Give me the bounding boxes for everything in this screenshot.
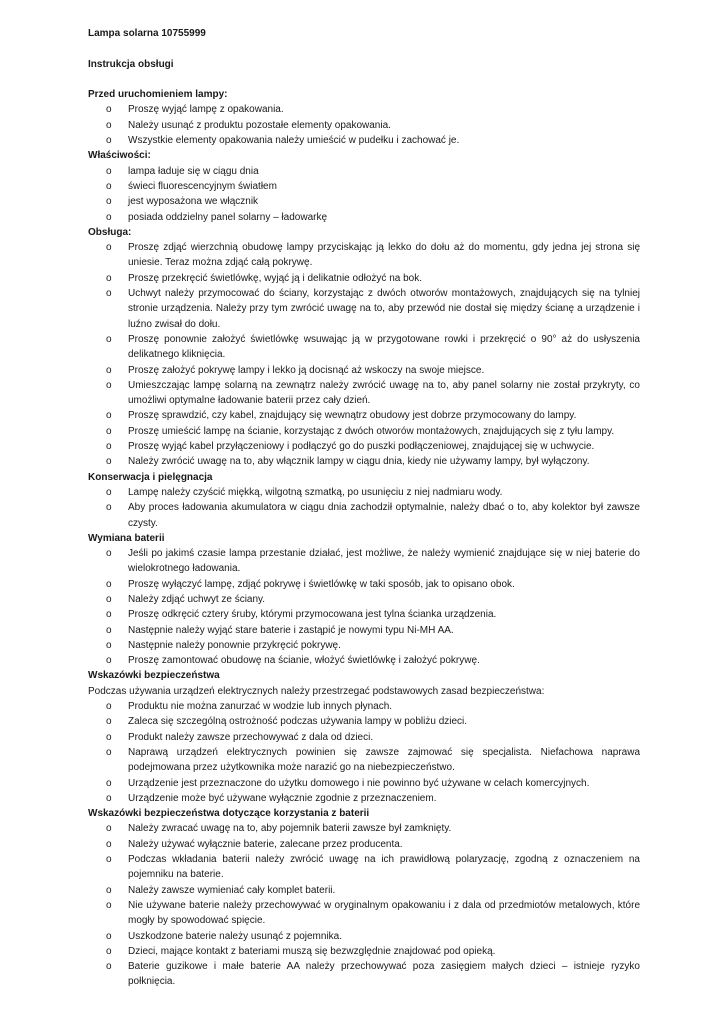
bullet-icon: o (106, 548, 112, 560)
list-item (88, 699, 640, 714)
bullet-icon: o (106, 104, 112, 116)
list-item-text: Podczas wkładania baterii należy zwrócić uwagę na ich prawidłową polaryzację, zgodną z oznaczeniem na pojemniku na baterie. (128, 854, 640, 881)
bullet-icon: o (106, 180, 112, 192)
bullet-icon: o (106, 288, 112, 300)
section-heading-properties: Właściwości: (88, 150, 151, 162)
list-item (88, 883, 640, 898)
bullet-icon: o (106, 884, 112, 896)
list-item (88, 546, 640, 577)
section-heading-maintenance: Konserwacja i pielęgnacja (88, 471, 213, 483)
section-heading-safety: Wskazówki bezpieczeństwa (88, 670, 220, 682)
list-item (88, 363, 640, 378)
list-item (88, 898, 640, 929)
bullet-icon: o (106, 899, 112, 911)
list-item-text: Baterie guzikowe i małe baterie AA należy przechowywać poza zasięgiem małych dzieci – istnieje ryzyko połknięcia. (128, 961, 640, 988)
document-page (88, 26, 640, 990)
battery-safety-list (88, 821, 640, 989)
bullet-icon: o (106, 196, 112, 208)
safety-intro: Podczas używania urządzeń elektrycznych należy przestrzegać podstawowych zasad bezpieczeństwa: (88, 685, 545, 697)
list-item-text: Należy używać wyłącznie baterie, zalecane przez producenta. (128, 838, 403, 850)
list-item (88, 852, 640, 883)
list-item-text: Proszę wyjąć lampę z opakowania. (128, 104, 284, 116)
bullet-icon: o (106, 639, 112, 651)
list-item-text: Proszę założyć pokrywę lampy i lekko ją docisnąć aż wskoczy na swoje miejsce. (128, 364, 485, 376)
list-item (88, 179, 640, 194)
list-item-text: Proszę zamontować obudowę na ścianie, włożyć świetlówkę i założyć pokrywę. (128, 655, 480, 667)
bullet-icon: o (106, 701, 112, 713)
battery-replacement-list (88, 546, 640, 668)
bullet-icon: o (106, 410, 112, 422)
bullet-icon: o (106, 272, 112, 284)
spacer (88, 41, 640, 56)
section-heading-before-use: Przed uruchomieniem lampy: (88, 89, 228, 101)
bullet-icon: o (106, 777, 112, 789)
bullet-icon: o (106, 823, 112, 835)
list-item (88, 102, 640, 117)
bullet-icon: o (106, 242, 112, 254)
list-item-text: lampa ładuje się w ciągu dnia (128, 165, 259, 177)
list-item-text: Proszę przekręcić świetlówkę, wyjąć ją i delikatnie odłożyć na bok. (128, 272, 423, 284)
bullet-icon: o (106, 624, 112, 636)
list-item-text: świeci fluorescencyjnym światłem (128, 180, 277, 192)
properties-list (88, 164, 640, 225)
list-item-text: Proszę zdjąć wierzchnią obudowę lampy przyciskając ją lekko do dołu aż do momentu, gdy jedna jej strona się uniesie. Teraz można zdjąć całą pokrywę. (128, 242, 640, 269)
list-item (88, 454, 640, 469)
list-item-text: Proszę umieścić lampę na ścianie, korzystając z dwóch otworów montażowych, znajdujących się z tyłu lampy. (128, 425, 615, 437)
bullet-icon: o (106, 165, 112, 177)
operation-list (88, 240, 640, 469)
bullet-icon: o (106, 930, 112, 942)
bullet-icon: o (106, 211, 112, 223)
list-item (88, 332, 640, 363)
list-item (88, 240, 640, 271)
list-item-text: Proszę sprawdzić, czy kabel, znajdujący się wewnątrz obudowy jest dobrze przymocowany do lampy. (128, 410, 577, 422)
list-item (88, 944, 640, 959)
list-item (88, 821, 640, 836)
bullet-icon: o (106, 456, 112, 468)
bullet-icon: o (106, 502, 112, 514)
list-item-text: Uchwyt należy przymocować do ściany, korzystając z dwóch otworów montażowych, znajdujących się na tylniej stronie urządzenia. Należy przy tym zwrócić uwagę na to, aby przewód nie dostał się między ścianę a urządzenie i luźno zwisał do dołu. (128, 288, 640, 330)
list-item-text: Następnie należy wyjąć stare baterie i zastąpić je nowymi typu Ni-MH AA. (128, 624, 454, 636)
bullet-icon: o (106, 486, 112, 498)
list-item (88, 653, 640, 668)
bullet-icon: o (106, 379, 112, 391)
list-item (88, 118, 640, 133)
safety-list (88, 699, 640, 806)
list-item (88, 638, 640, 653)
list-item (88, 439, 640, 454)
list-item (88, 837, 640, 852)
bullet-icon: o (106, 961, 112, 973)
bullet-icon: o (106, 425, 112, 437)
bullet-icon: o (106, 838, 112, 850)
list-item (88, 776, 640, 791)
bullet-icon: o (106, 593, 112, 605)
list-item (88, 164, 640, 179)
list-item-text: Urządzenie może być używane wyłącznie zgodnie z przeznaczeniem. (128, 792, 437, 804)
bullet-icon: o (106, 441, 112, 453)
list-item-text: Należy zwracać uwagę na to, aby pojemnik baterii zawsze był zamknięty. (128, 823, 452, 835)
list-item (88, 791, 640, 806)
list-item-text: Dzieci, mające kontakt z bateriami muszą się bezwzględnie znajdować pod opieką. (128, 945, 496, 957)
section-heading-battery-safety: Wskazówki bezpieczeństwa dotyczące korzystania z baterii (88, 808, 370, 820)
list-item-text: Lampę należy czyścić miękką, wilgotną szmatką, po usunięciu z niej nadmiaru wody. (128, 486, 503, 498)
bullet-icon: o (106, 731, 112, 743)
list-item (88, 133, 640, 148)
bullet-icon: o (106, 716, 112, 728)
bullet-icon: o (106, 792, 112, 804)
list-item-text: Należy zdjąć uchwyt ze ściany. (128, 593, 266, 605)
list-item-text: Proszę wyjąć kabel przyłączeniowy i podłączyć go do puszki podłączeniowej, znajdującej się w uchwycie. (128, 441, 595, 453)
list-item-text: Proszę ponownie założyć świetlówkę wsuwając ją w przygotowane rowki i przekręcić o 90° aż do usłyszenia delikatnego kliknięcia. (128, 333, 640, 361)
list-item (88, 577, 640, 592)
bullet-icon: o (106, 609, 112, 621)
bullet-icon: o (106, 746, 112, 758)
bullet-icon: o (106, 135, 112, 147)
list-item-text: posiada oddzielny panel solarny – ładowarkę (128, 211, 328, 223)
list-item-text: Proszę odkręcić cztery śruby, którymi przymocowana jest tylna ścianka urządzenia. (128, 609, 497, 621)
list-item-text: Uszkodzone baterie należy usunąć z pojemnika. (128, 930, 343, 942)
list-item (88, 210, 640, 225)
list-item-text: jest wyposażona we włącznik (128, 196, 259, 208)
list-item (88, 730, 640, 745)
list-item (88, 929, 640, 944)
list-item (88, 194, 640, 209)
document-subtitle: Instrukcja obsługi (88, 58, 174, 70)
list-item-text: Nie używane baterie należy przechowywać w oryginalnym opakowaniu i z dala od przedmiotów metalowych, które mogły by spowodować spięcie. (128, 899, 640, 927)
list-item-text: Zaleca się szczególną ostrożność podczas używania lampy w pobliżu dzieci. (128, 716, 468, 728)
bullet-icon: o (106, 333, 112, 345)
list-item (88, 959, 640, 990)
list-item (88, 271, 640, 286)
section-heading-operation: Obsługa: (88, 226, 132, 238)
list-item (88, 424, 640, 439)
list-item (88, 286, 640, 332)
list-item (88, 745, 640, 776)
bullet-icon: o (106, 119, 112, 131)
spacer (88, 72, 640, 87)
bullet-icon: o (106, 945, 112, 957)
list-item-text: Należy zwrócić uwagę na to, aby włącznik lampy w ciągu dnia, kiedy nie używamy lampy, był wyłączony. (128, 456, 590, 468)
list-item-text: Produkt należy zawsze przechowywać z dala od dzieci. (128, 731, 374, 743)
list-item (88, 485, 640, 500)
bullet-icon: o (106, 854, 112, 866)
maintenance-list (88, 485, 640, 531)
list-item-text: Wszystkie elementy opakowania należy umieścić w pudełku i zachować je. (128, 135, 460, 147)
list-item (88, 378, 640, 409)
list-item-text: Następnie należy ponownie przykręcić pokrywę. (128, 639, 341, 651)
list-item-text: Jeśli po jakimś czasie lampa przestanie działać, jest możliwe, że należy wymienić znajdujące się w niej baterie do wielokrotnego ładowania. (128, 548, 640, 575)
section-heading-battery-replacement: Wymiana baterii (88, 532, 165, 544)
list-item-text: Produktu nie można zanurzać w wodzie lub innych płynach. (128, 701, 393, 713)
bullet-icon: o (106, 364, 112, 376)
list-item-text: Należy usunąć z produktu pozostałe elementy opakowania. (128, 119, 391, 131)
bullet-icon: o (106, 578, 112, 590)
list-item (88, 623, 640, 638)
list-item (88, 500, 640, 531)
list-item (88, 714, 640, 729)
list-item-text: Urządzenie jest przeznaczone do użytku domowego i nie powinno być używane w celach komercyjnych. (128, 777, 590, 789)
before-use-list (88, 102, 640, 148)
bullet-icon: o (106, 655, 112, 667)
list-item-text: Naprawą urządzeń elektrycznych powinien się zawsze zajmować się specjalista. Niefachowa naprawa podejmowana przez użytkownika może narazić go na niebezpieczeństwo. (128, 746, 640, 774)
document-title: Lampa solarna 10755999 (88, 28, 206, 39)
list-item-text: Proszę wyłączyć lampę, zdjąć pokrywę i świetlówkę w taki sposób, jak to opisano obok. (128, 578, 515, 590)
list-item (88, 408, 640, 423)
list-item-text: Należy zawsze wymieniać cały komplet baterii. (128, 884, 336, 896)
list-item-text: Aby proces ładowania akumulatora w ciągu dnia zachodził optymalnie, należy dbać o to, aby kolektor był zawsze czysty. (128, 502, 640, 529)
list-item (88, 607, 640, 622)
list-item (88, 592, 640, 607)
list-item-text: Umieszczając lampę solarną na zewnątrz należy zwrócić uwagę na to, aby panel solarny nie został przykryty, co umożliwi optymalne ładowanie baterii przez cały dzień. (128, 379, 640, 407)
